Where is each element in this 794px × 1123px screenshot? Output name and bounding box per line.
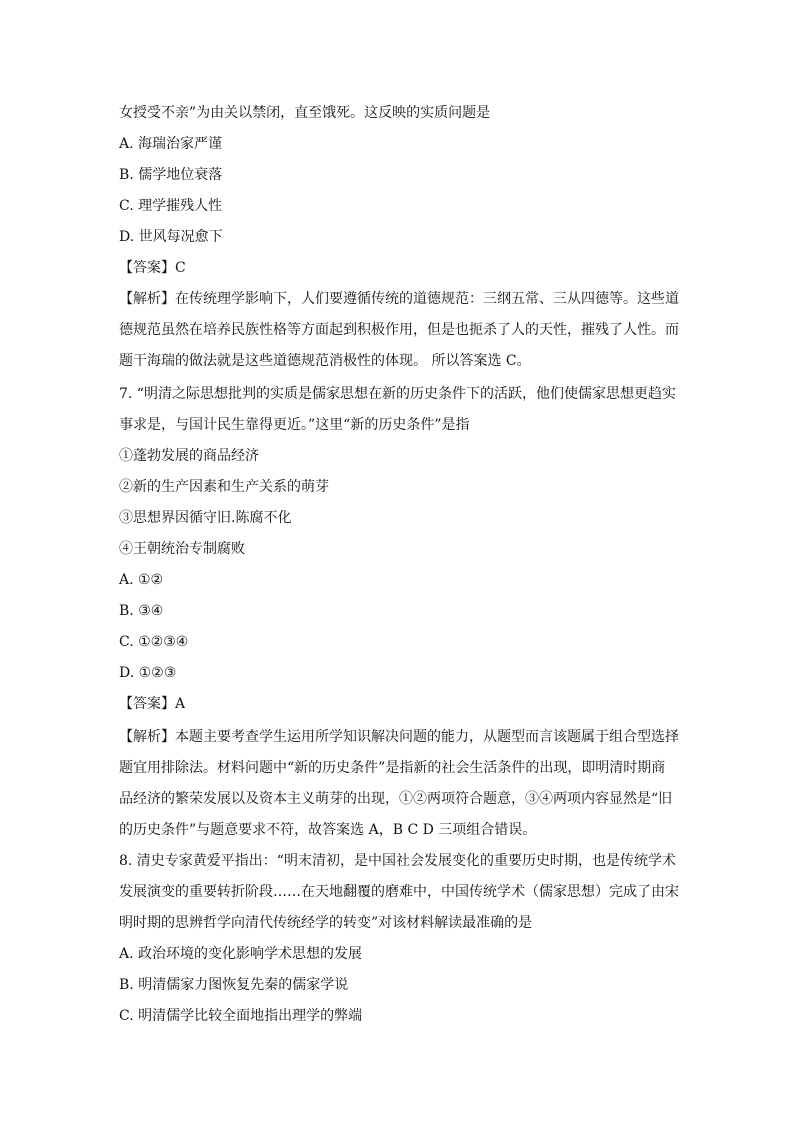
q7-option-a: A. ①② bbox=[119, 572, 164, 588]
q7-option-d: D. ①②③ bbox=[119, 665, 177, 681]
q6-option-c: C. 理学摧残人性 bbox=[119, 198, 223, 214]
question-7-stem-line-1: 7. “明清之际思想批判的实质是儒家思想在新的历史条件下的活跃，他们使儒家思想更趋实 bbox=[119, 386, 676, 402]
question-8-stem-line-3: 明时期的思辨哲学向清代传统经学的转变”对该材料解读最准确的是 bbox=[119, 915, 533, 931]
q7-answer: 【答案】A bbox=[119, 696, 186, 712]
q6-option-b: B. 儒学地位衰落 bbox=[119, 167, 223, 183]
q7-analysis-line-3: 品经济的繁荣发展以及资本主义萌芽的出现，①②两项符合题意，③④两项内容显然是“旧 bbox=[119, 791, 673, 807]
question-8-stem-line-1: 8. 清史专家黄爱平指出：“明末清初，是中国社会发展变化的重要历史时期，也是传统学术 bbox=[119, 853, 676, 869]
q6-answer: 【答案】C bbox=[119, 260, 186, 276]
q7-analysis-line-4: 的历史条件”与题意要求不符，故答案选 A，B C D 三项组合错误。 bbox=[119, 822, 537, 838]
q7-item-4: ④王朝统治专制腐败 bbox=[119, 541, 245, 557]
q7-analysis-line-2: 题宜用排除法。材料问题中“新的历史条件”是指新的社会生活条件的出现，即明清时期商 bbox=[119, 760, 666, 776]
question-6-stem-tail: 女授受不亲”为由关以禁闭，直至饿死。这反映的实质问题是 bbox=[119, 105, 491, 121]
q6-analysis-line-2: 德规范虽然在培养民族性格等方面起到积极作用，但是也扼杀了人的天性，摧残了人性。而 bbox=[119, 322, 679, 338]
q7-item-2: ②新的生产因素和生产关系的萌芽 bbox=[119, 479, 329, 495]
q6-analysis-line-3: 题干海瑞的做法就是这些道德规范消极性的体现。 所以答案选 C。 bbox=[119, 353, 531, 369]
q8-option-b: B. 明清儒家力图恢复先秦的儒家学说 bbox=[119, 977, 349, 993]
q7-item-1: ①蓬勃发展的商品经济 bbox=[119, 448, 259, 464]
q7-option-c: C. ①②③④ bbox=[119, 634, 189, 650]
q8-option-a: A. 政治环境的变化影响学术思想的发展 bbox=[119, 946, 363, 962]
q8-option-c: C. 明清儒学比较全面地指出理学的弊端 bbox=[119, 1008, 363, 1024]
q6-option-a: A. 海瑞治家严谨 bbox=[119, 136, 223, 152]
q7-item-3: ③思想界因循守旧.陈腐不化 bbox=[119, 510, 292, 526]
q7-option-b: B. ③④ bbox=[119, 603, 164, 619]
q6-option-d: D. 世风每况愈下 bbox=[119, 229, 223, 245]
question-8-stem-line-2: 发展演变的重要转折阶段……在天地翻覆的磨难中，中国传统学术（儒家思想）完成了由宋 bbox=[119, 884, 679, 900]
q7-analysis-line-1: 【解析】本题主要考查学生运用所学知识解决问题的能力，从题型而言该题属于组合型选择 bbox=[119, 729, 679, 745]
question-7-stem-line-2: 事求是，与国计民生靠得更近。”这里“新的历史条件”是指 bbox=[119, 417, 470, 433]
q6-analysis-line-1: 【解析】在传统理学影响下，人们要遵循传统的道德规范：三纲五常、三从四德等。这些道 bbox=[119, 291, 679, 307]
